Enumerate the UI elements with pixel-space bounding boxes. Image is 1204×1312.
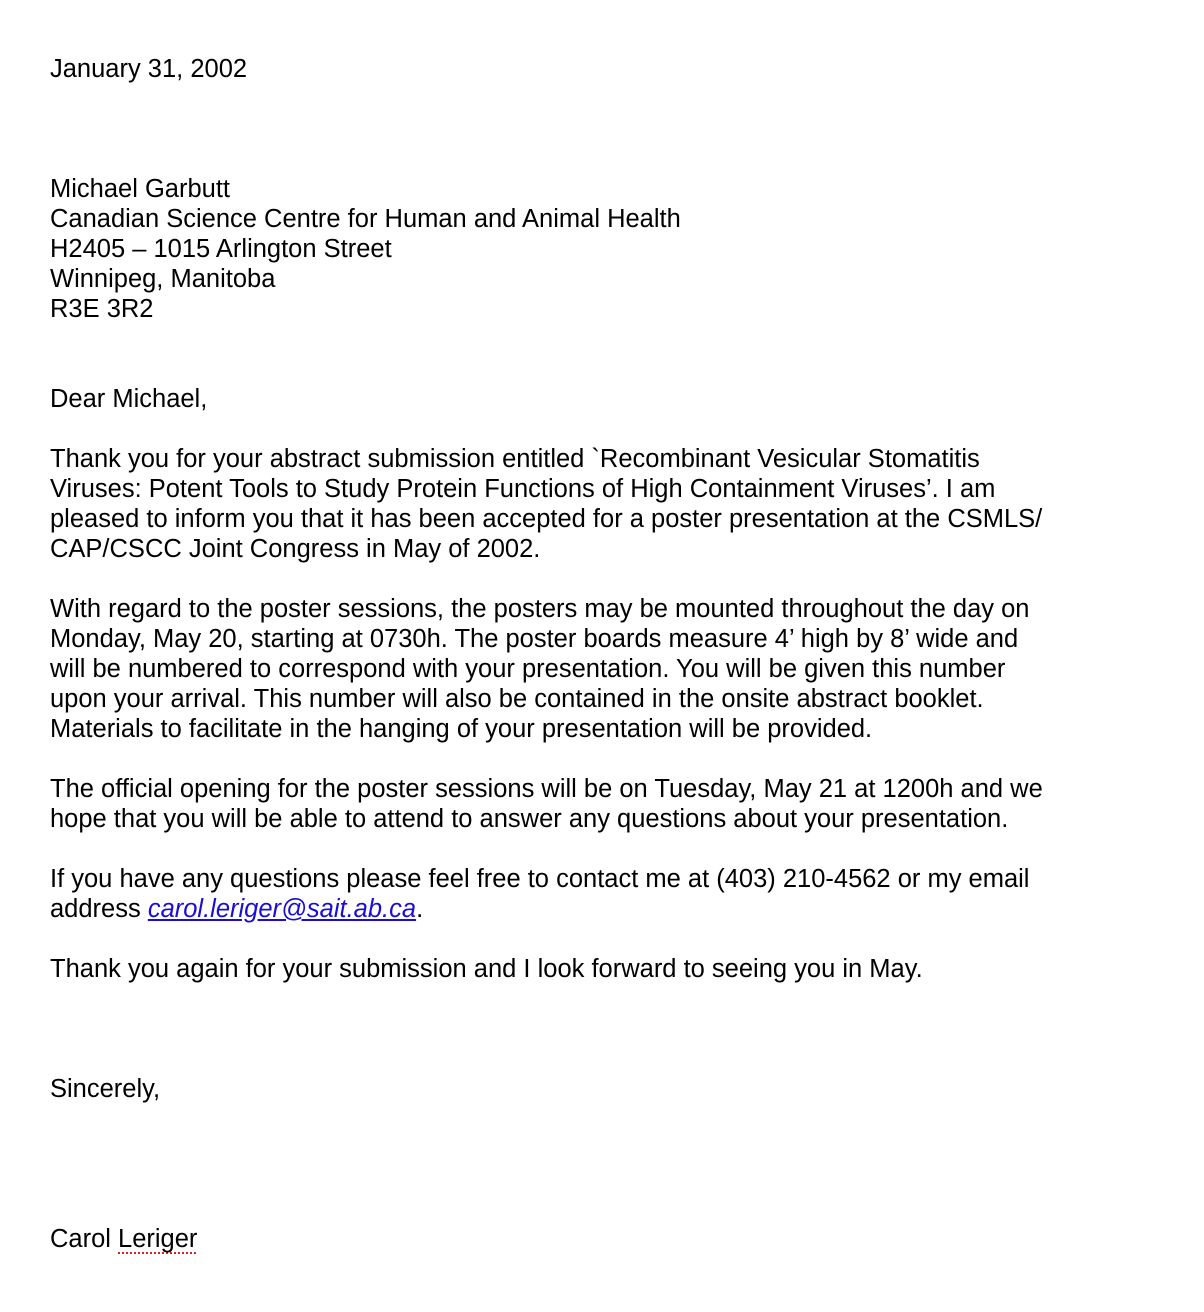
paragraph-contact xyxy=(50,864,1170,924)
paragraph-official-opening xyxy=(50,774,1170,834)
paragraph-line: With regard to the poster sessions, the posters may be mounted throughout the day on xyxy=(50,595,1030,623)
email-suffix: . xyxy=(416,895,424,923)
paragraph-line-email xyxy=(50,894,1170,924)
letter-date: January 31, 2002 xyxy=(50,55,248,83)
recipient-organization: Canadian Science Centre for Human and Animal Health xyxy=(50,205,681,233)
paragraph-thanks: Thank you again for your submission and I look forward to seeing you in May. xyxy=(50,955,923,983)
paragraph-line: hope that you will be able to attend to answer any questions about your presentation. xyxy=(50,805,1009,833)
paragraph-acceptance xyxy=(50,444,1170,564)
recipient-street: H2405 – 1015 Arlington Street xyxy=(50,235,392,263)
email-prefix: address xyxy=(50,895,148,923)
recipient-name: Michael Garbutt xyxy=(50,175,230,203)
paragraph-line: CAP/CSCC Joint Congress in May of 2002. xyxy=(50,535,541,563)
recipient-postal-code: R3E 3R2 xyxy=(50,295,154,323)
recipient-address xyxy=(50,174,1170,324)
signature-last-name: Leriger xyxy=(118,1225,198,1253)
paragraph-line: If you have any questions please feel free to contact me at (403) 210-4562 or my email xyxy=(50,865,1030,893)
paragraph-poster-sessions xyxy=(50,594,1170,744)
signature-first-name: Carol xyxy=(50,1225,111,1253)
paragraph-line: Thank you for your abstract submission entitled `Recombinant Vesicular Stomatitis xyxy=(50,445,980,473)
closing: Sincerely, xyxy=(50,1075,161,1103)
paragraph-line: will be numbered to correspond with your presentation. You will be given this number xyxy=(50,655,1006,683)
salutation: Dear Michael, xyxy=(50,385,208,413)
paragraph-line: The official opening for the poster sessions will be on Tuesday, May 21 at 1200h and we xyxy=(50,775,1043,803)
email-link[interactable]: carol.leriger@sait.ab.ca xyxy=(147,895,417,923)
paragraph-line: Viruses: Potent Tools to Study Protein Functions of High Containment Viruses’. I am xyxy=(50,475,996,503)
paragraph-line: Monday, May 20, starting at 0730h. The poster boards measure 4’ high by 8’ wide and xyxy=(50,625,1019,653)
letter-page xyxy=(50,54,1170,1254)
recipient-city: Winnipeg, Manitoba xyxy=(50,265,276,293)
paragraph-line: Materials to facilitate in the hanging of your presentation will be provided. xyxy=(50,715,873,743)
signature-name xyxy=(50,1224,1170,1254)
paragraph-line: upon your arrival. This number will also be contained in the onsite abstract booklet. xyxy=(50,685,984,713)
paragraph-line: pleased to inform you that it has been accepted for a poster presentation at the CSMLS/ xyxy=(50,505,1043,533)
